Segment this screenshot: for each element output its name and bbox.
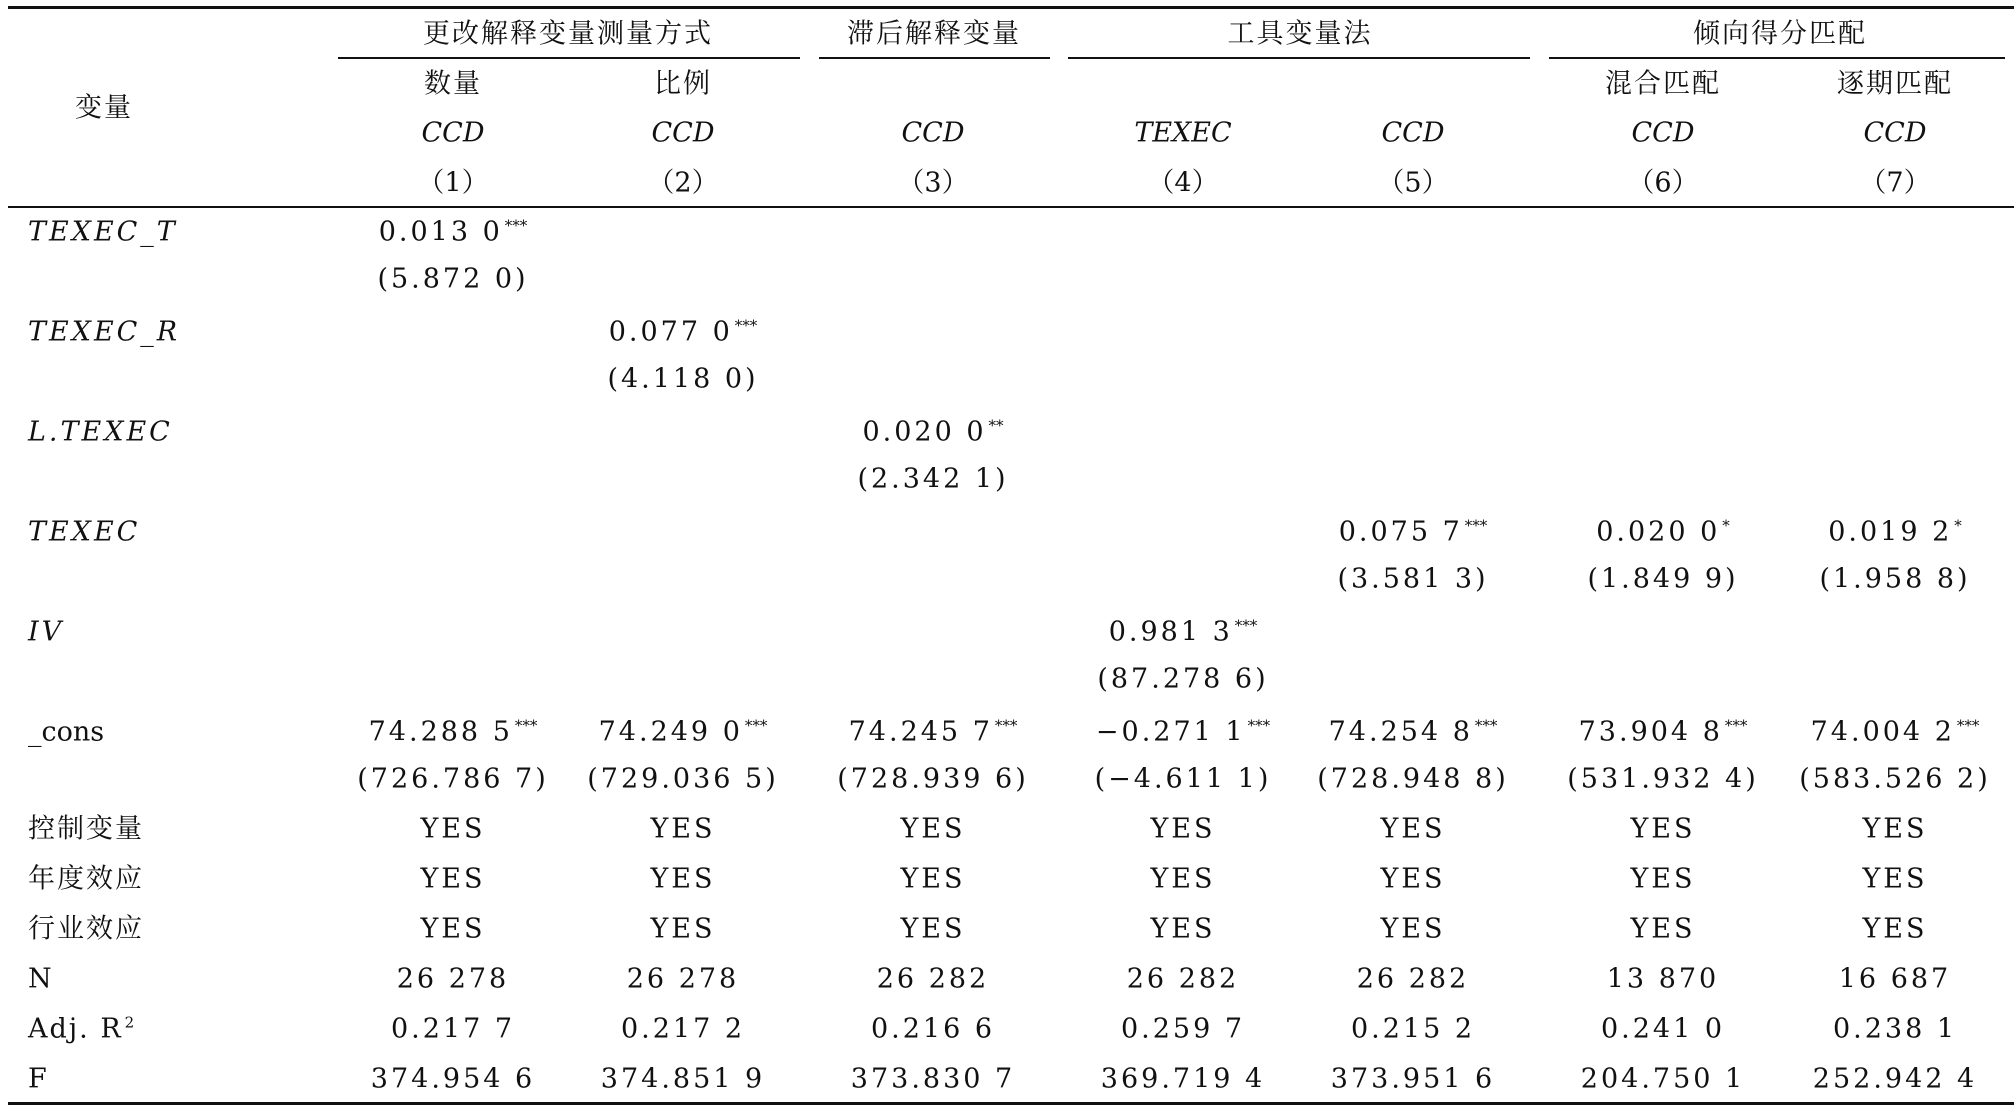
row-label	[28, 813, 144, 845]
statistic-value: YES	[1862, 863, 1928, 895]
row-label-superscript: 2	[124, 1013, 135, 1032]
statistic-value: 0.241 0	[1600, 1013, 1726, 1045]
statistic-value: 26 278	[396, 963, 510, 995]
row-label	[28, 963, 54, 995]
coefficient	[1578, 716, 1748, 748]
dependent-variable-header: CCD	[421, 117, 485, 149]
row-label: L.TEXEC	[28, 416, 173, 448]
coefficient	[862, 416, 1004, 448]
t-statistic: (583.526 2)	[1799, 763, 1991, 795]
coefficient	[368, 716, 538, 748]
statistic-value: 373.830 7	[850, 1063, 1016, 1095]
t-statistic: (−4.611 1)	[1094, 763, 1272, 795]
row-label	[28, 1063, 49, 1095]
coefficient	[608, 316, 758, 348]
coefficient-value: 74.288 5	[368, 716, 513, 748]
statistic-value: 26 278	[626, 963, 740, 995]
coefficient	[1828, 516, 1962, 548]
significance-stars: ***	[514, 716, 538, 735]
row-label: TEXEC_R	[28, 316, 181, 348]
statistic-value: 0.217 7	[390, 1013, 516, 1045]
group-underline-3	[1068, 57, 1530, 59]
statistic-value: 0.216 6	[870, 1013, 996, 1045]
t-statistic: (728.948 8)	[1317, 763, 1509, 795]
significance-stars: *	[1722, 516, 1730, 535]
statistic-value: YES	[1380, 863, 1446, 895]
coefficient-value: 74.004 2	[1810, 716, 1955, 748]
significance-stars: ***	[744, 716, 768, 735]
coefficient-value: 0.077 0	[608, 316, 733, 348]
coefficient	[1095, 716, 1271, 748]
coefficient	[848, 716, 1018, 748]
statistic-value: YES	[1380, 913, 1446, 945]
coefficient-value: 74.245 7	[848, 716, 993, 748]
group-header: 工具变量法	[1227, 18, 1373, 50]
statistic-value: 0.238 1	[1832, 1013, 1958, 1045]
method-subheader: 数量	[424, 68, 482, 100]
bottom-rule	[8, 1102, 2014, 1105]
significance-stars: **	[988, 416, 1004, 435]
t-statistic: (87.278 6)	[1097, 663, 1269, 695]
t-statistic: (3.581 3)	[1337, 563, 1489, 595]
row-label: IV	[28, 616, 65, 648]
statistic-value: YES	[650, 913, 716, 945]
statistic-value: 16 687	[1838, 963, 1952, 995]
statistic-value: YES	[1630, 813, 1696, 845]
significance-stars: ***	[734, 316, 758, 335]
row-label	[28, 863, 144, 895]
dependent-variable-header: CCD	[1631, 117, 1695, 149]
coefficient	[1328, 716, 1498, 748]
group-underline-4	[1549, 57, 2005, 59]
group-underline-1	[338, 57, 800, 59]
coefficient	[378, 216, 528, 248]
row-label: _cons	[28, 716, 105, 748]
row-label-text: N	[28, 963, 54, 995]
row-label: TEXEC_T	[28, 216, 178, 248]
significance-stars: ***	[1464, 516, 1488, 535]
coefficient-value: 0.020 0	[862, 416, 987, 448]
row-label-text: 年度效应	[28, 863, 144, 895]
statistic-value: YES	[900, 913, 966, 945]
statistic-value: YES	[420, 813, 486, 845]
statistic-value: 373.951 6	[1330, 1063, 1496, 1095]
column-number: （5）	[1377, 167, 1449, 199]
method-subheader: 比例	[654, 68, 712, 100]
coefficient-value: 73.904 8	[1578, 716, 1723, 748]
row-label-text: 行业效应	[28, 913, 144, 945]
statistic-value: 369.719 4	[1100, 1063, 1266, 1095]
coefficient-value: 0.020 0	[1596, 516, 1721, 548]
t-statistic: (531.932 4)	[1567, 763, 1759, 795]
statistic-value: YES	[1630, 863, 1696, 895]
statistic-value: 0.215 2	[1350, 1013, 1476, 1045]
coefficient-value: 0.013 0	[378, 216, 503, 248]
statistic-value: 0.259 7	[1120, 1013, 1246, 1045]
column-number: （1）	[417, 167, 489, 199]
statistic-value: YES	[1630, 913, 1696, 945]
coefficient	[1338, 516, 1488, 548]
t-statistic: (5.872 0)	[377, 263, 529, 295]
row-label	[28, 913, 144, 945]
dependent-variable-header: CCD	[1863, 117, 1927, 149]
statistic-value: 374.954 6	[370, 1063, 536, 1095]
statistic-value: YES	[420, 863, 486, 895]
significance-stars: *	[1954, 516, 1962, 535]
coefficient-value: 0.981 3	[1108, 616, 1233, 648]
t-statistic: (726.786 7)	[357, 763, 549, 795]
coefficient	[1596, 516, 1730, 548]
dependent-variable-header: CCD	[901, 117, 965, 149]
t-statistic: (728.939 6)	[837, 763, 1029, 795]
statistic-value: YES	[1380, 813, 1446, 845]
column-number: （7）	[1859, 167, 1931, 199]
top-rule	[8, 6, 2014, 9]
statistic-value: YES	[900, 863, 966, 895]
statistic-value: 204.750 1	[1580, 1063, 1746, 1095]
statistic-value: 26 282	[1126, 963, 1240, 995]
statistic-value: 26 282	[876, 963, 990, 995]
statistic-value: 374.851 9	[600, 1063, 766, 1095]
significance-stars: ***	[1247, 716, 1271, 735]
statistic-value: 0.217 2	[620, 1013, 746, 1045]
significance-stars: ***	[1724, 716, 1748, 735]
significance-stars: ***	[504, 216, 528, 235]
statistic-value: 252.942 4	[1812, 1063, 1978, 1095]
t-statistic: (4.118 0)	[607, 363, 759, 395]
statistic-value: YES	[650, 863, 716, 895]
statistic-value: YES	[1150, 913, 1216, 945]
variable-header: 变量	[75, 92, 133, 124]
dependent-variable-header: TEXEC	[1134, 117, 1232, 149]
row-label-text: 控制变量	[28, 813, 144, 845]
significance-stars: ***	[1956, 716, 1980, 735]
method-subheader: 混合匹配	[1605, 68, 1721, 100]
significance-stars: ***	[1474, 716, 1498, 735]
statistic-value: YES	[1150, 863, 1216, 895]
row-label: TEXEC	[28, 516, 141, 548]
column-number: （4）	[1147, 167, 1219, 199]
statistic-value: YES	[1862, 813, 1928, 845]
coefficient	[1108, 616, 1258, 648]
t-statistic: (1.849 9)	[1587, 563, 1739, 595]
statistic-value: YES	[420, 913, 486, 945]
statistic-value: YES	[900, 813, 966, 845]
coefficient-value: 74.249 0	[598, 716, 743, 748]
coefficient-value: 74.254 8	[1328, 716, 1473, 748]
method-subheader: 逐期匹配	[1837, 68, 1953, 100]
group-header: 滞后解释变量	[847, 18, 1021, 50]
coefficient-value: 0.019 2	[1828, 516, 1953, 548]
statistic-value: 13 870	[1606, 963, 1720, 995]
row-label-text: Adj. R	[28, 1013, 123, 1045]
dependent-variable-header: CCD	[1381, 117, 1445, 149]
statistic-value: YES	[1862, 913, 1928, 945]
group-header: 更改解释变量测量方式	[423, 18, 713, 50]
row-label	[28, 1013, 135, 1045]
t-statistic: (1.958 8)	[1819, 563, 1971, 595]
t-statistic: (2.342 1)	[857, 463, 1009, 495]
column-number: （3）	[897, 167, 969, 199]
statistic-value: YES	[650, 813, 716, 845]
row-label-text: F	[28, 1063, 49, 1095]
dependent-variable-header: CCD	[651, 117, 715, 149]
coefficient-value: −0.271 1	[1095, 716, 1246, 748]
coefficient-value: 0.075 7	[1338, 516, 1463, 548]
coefficient	[598, 716, 768, 748]
column-number: （6）	[1627, 167, 1699, 199]
significance-stars: ***	[1234, 616, 1258, 635]
group-header: 倾向得分匹配	[1693, 18, 1867, 50]
statistic-value: YES	[1150, 813, 1216, 845]
t-statistic: (729.036 5)	[587, 763, 779, 795]
coefficient	[1810, 716, 1980, 748]
header-rule	[8, 206, 2014, 208]
column-number: （2）	[647, 167, 719, 199]
statistic-value: 26 282	[1356, 963, 1470, 995]
significance-stars: ***	[994, 716, 1018, 735]
group-underline-2	[819, 57, 1050, 59]
